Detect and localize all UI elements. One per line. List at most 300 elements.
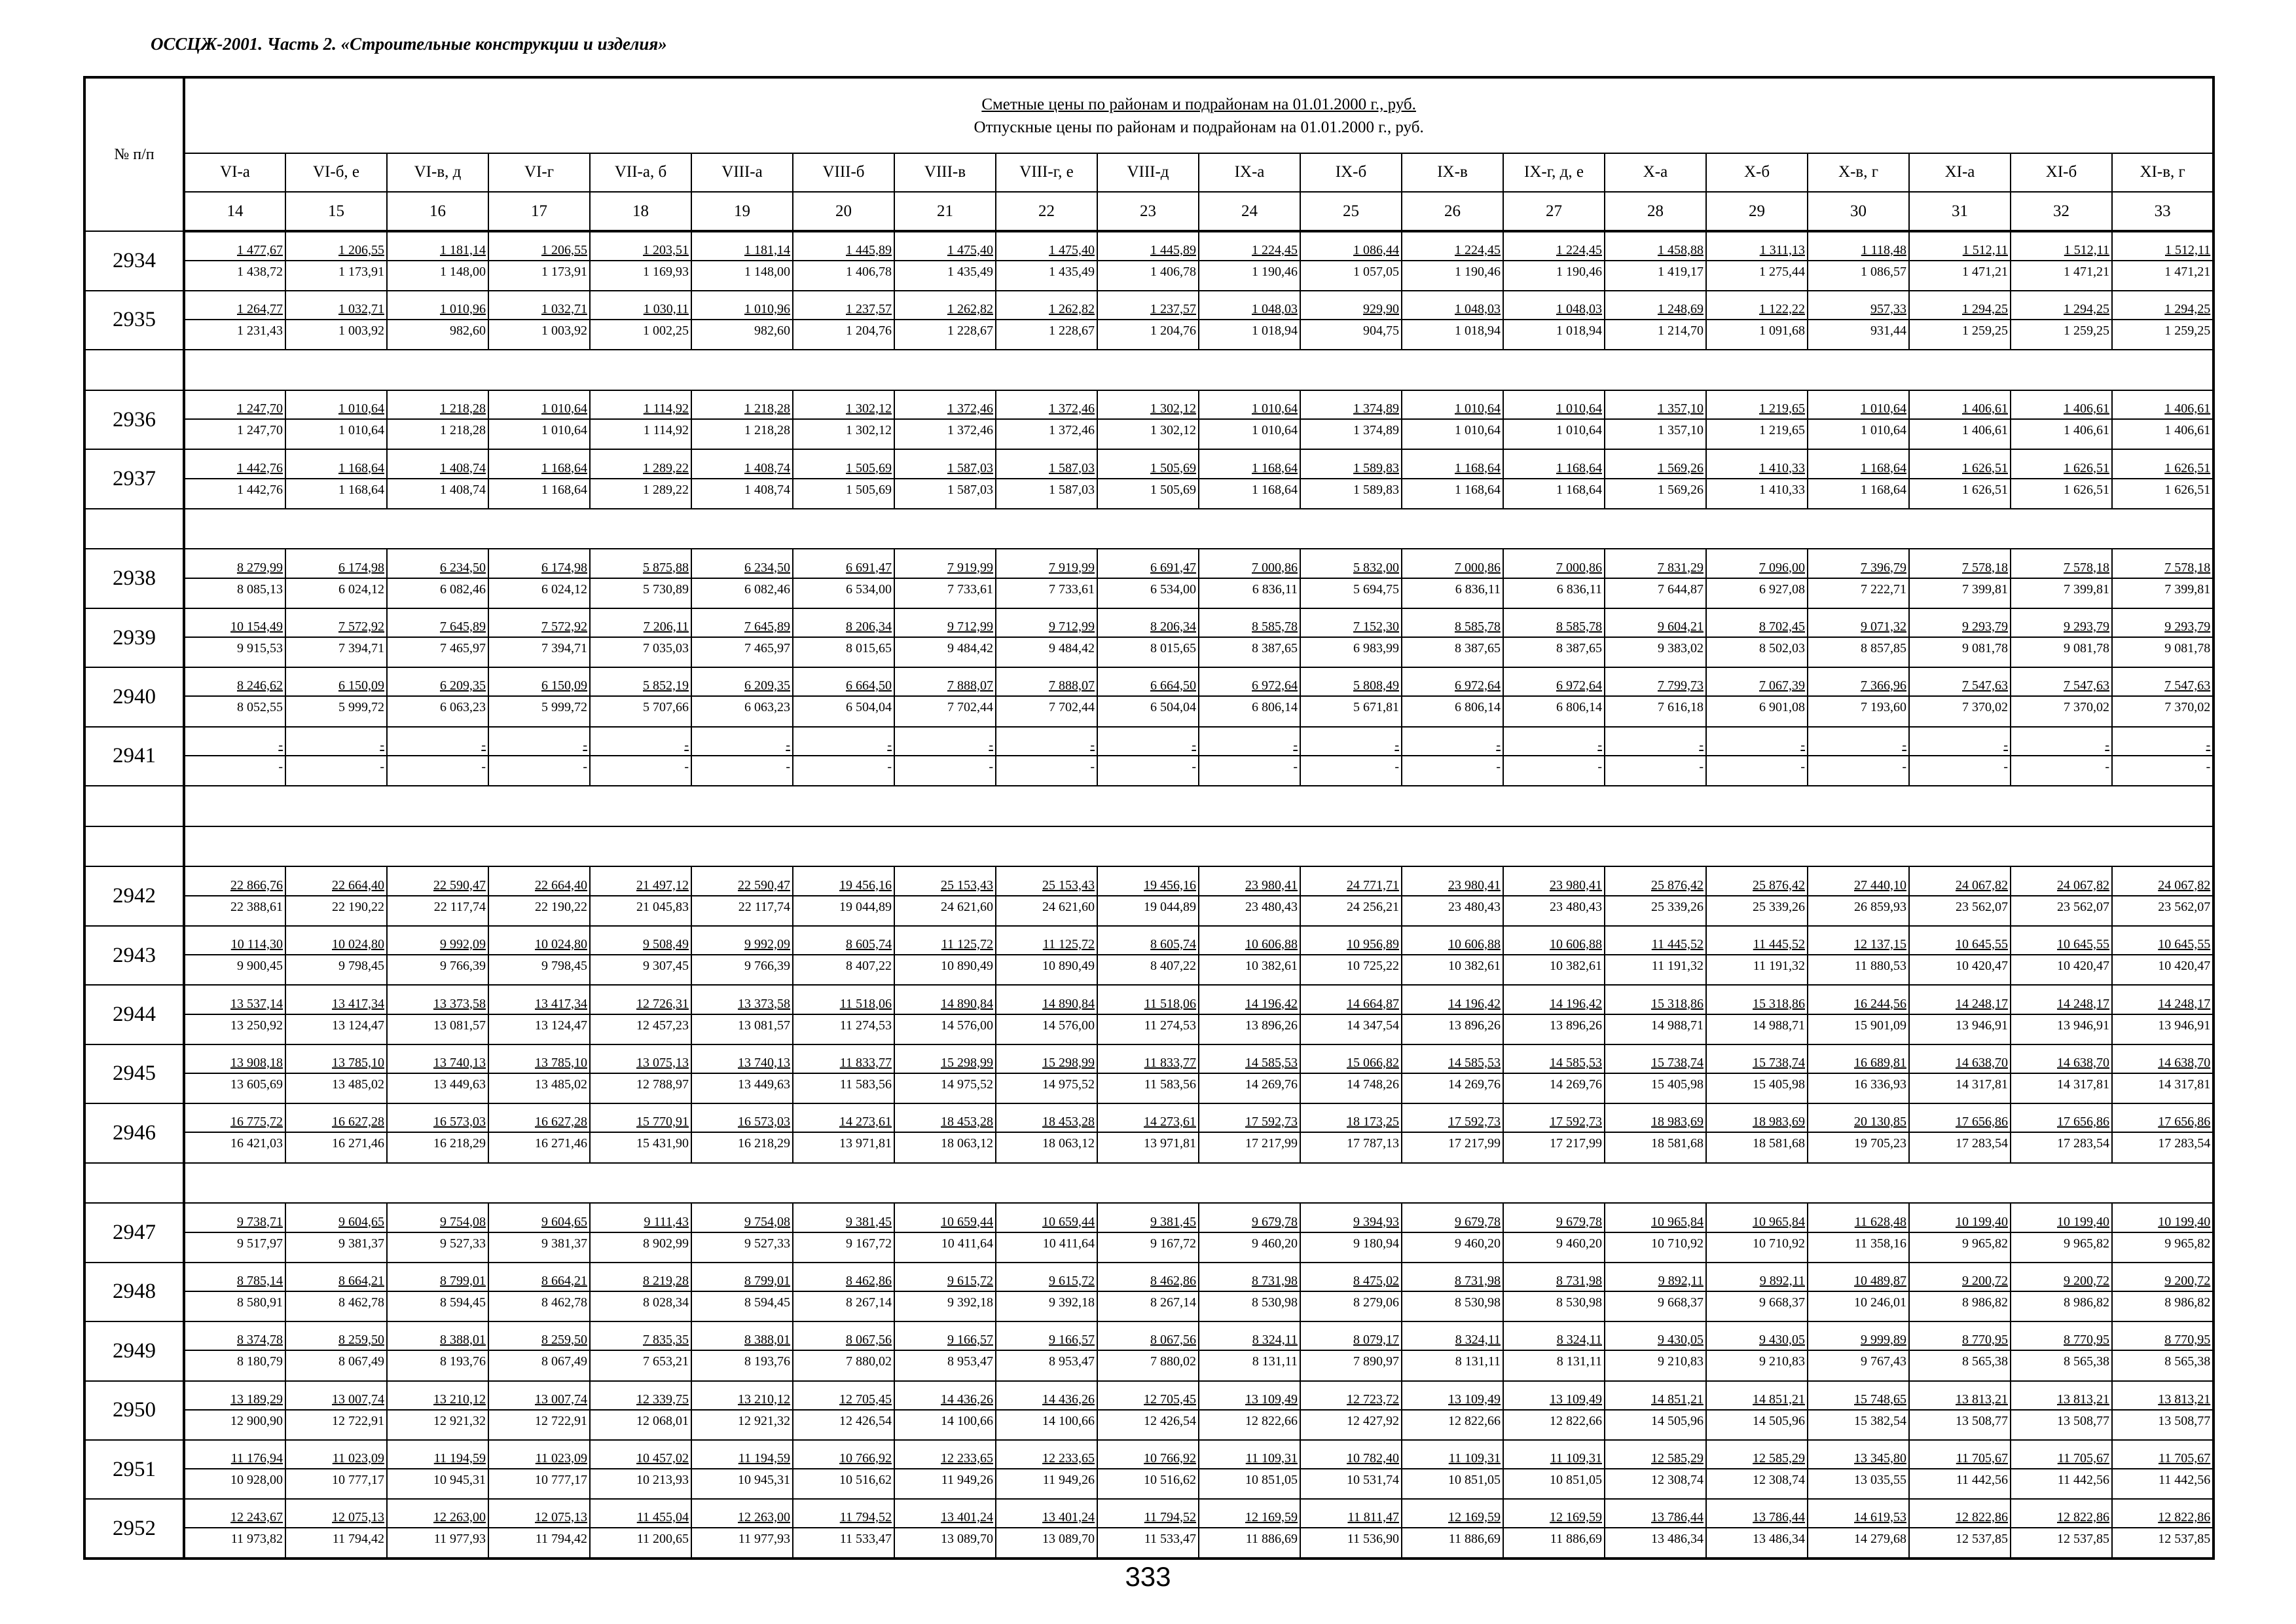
estimated-price-value: 15 748,65	[1854, 1392, 1906, 1407]
estimated-price-value: 8 770,95	[2164, 1333, 2211, 1348]
release-price: 9 167,72	[846, 1236, 892, 1251]
estimated-price	[286, 936, 386, 955]
estimated-price-value: 9 679,78	[1556, 1214, 1602, 1229]
release-price: 13 449,63	[433, 1077, 486, 1092]
estimated-price-value: 11 705,67	[2057, 1451, 2109, 1466]
estimated-price	[1301, 877, 1401, 896]
estimated-price-value: 1 168,64	[1455, 460, 1501, 475]
estimated-price	[1910, 1509, 2010, 1528]
estimated-price	[1199, 301, 1300, 320]
price-cell	[1503, 985, 1605, 1044]
price-cell	[1402, 667, 1503, 726]
estimated-price	[286, 1450, 386, 1469]
estimated-price	[996, 301, 1097, 320]
release-price: 1 357,10	[1658, 423, 1704, 438]
release-price: 9 527,33	[744, 1236, 790, 1251]
estimated-price-value: 9 679,78	[1252, 1214, 1298, 1229]
estimated-price	[1605, 400, 1705, 420]
price-cell	[793, 727, 894, 786]
estimated-price-value: -	[1902, 737, 1906, 752]
estimated-price	[1910, 677, 2010, 697]
estimated-price-value: 9 381,45	[1150, 1214, 1196, 1229]
price-cell	[1300, 390, 1402, 449]
release-price: 11 886,69	[1245, 1532, 1298, 1547]
district-header: VII-а, б	[590, 153, 691, 192]
estimated-price	[591, 1213, 691, 1233]
estimated-price	[1402, 301, 1503, 320]
price-cell	[1097, 1499, 1199, 1559]
price-cell	[285, 985, 387, 1044]
estimated-price-value: 17 592,73	[1550, 1115, 1602, 1130]
release-price: 11 533,47	[839, 1532, 892, 1547]
release-price: 12 822,66	[1550, 1413, 1602, 1428]
estimated-price-value: 8 664,21	[338, 1273, 384, 1288]
price-cell	[184, 1044, 285, 1103]
column-number: 23	[1097, 192, 1199, 232]
estimated-price	[2113, 737, 2212, 756]
estimated-price-value: 6 150,09	[541, 678, 587, 693]
price-cell	[996, 390, 1097, 449]
estimated-price-value: -	[2105, 737, 2109, 752]
district-header: IX-в	[1402, 153, 1503, 192]
estimated-price	[1098, 1054, 1198, 1074]
estimated-price	[591, 618, 691, 638]
estimated-price	[793, 1054, 894, 1074]
price-cell	[1808, 1044, 1909, 1103]
release-price: 14 317,81	[1956, 1077, 2008, 1092]
price-cell	[1300, 449, 1402, 508]
release-price: 6 836,11	[1556, 581, 1602, 597]
estimated-price	[793, 1213, 894, 1233]
estimated-price-value: 12 339,75	[636, 1392, 689, 1407]
price-cell	[1097, 390, 1199, 449]
release-price: 1 419,17	[1658, 265, 1704, 280]
release-price: 9 668,37	[1759, 1295, 1805, 1310]
price-cell	[894, 667, 996, 726]
price-cell	[1909, 1103, 2011, 1162]
table-row	[84, 449, 2214, 508]
column-number: 17	[488, 192, 590, 232]
release-price: 1 569,26	[1658, 482, 1704, 497]
estimated-price-value: 6 209,35	[744, 678, 790, 693]
estimated-price-value: 1 262,82	[947, 301, 993, 316]
price-cell	[1808, 291, 1909, 350]
estimated-price	[1402, 1331, 1503, 1351]
price-cell	[691, 608, 793, 667]
release-price: 11 794,42	[332, 1532, 384, 1547]
column-number: 15	[285, 192, 387, 232]
estimated-price	[591, 877, 691, 896]
estimated-price	[692, 737, 792, 756]
price-cell	[285, 1440, 387, 1499]
estimated-price	[1910, 400, 2010, 420]
estimated-price-value: 17 592,73	[1245, 1115, 1298, 1130]
price-cell	[1503, 1381, 1605, 1440]
estimated-price	[388, 936, 488, 955]
estimated-price-value: 957,33	[1870, 301, 1906, 316]
estimated-price	[2113, 1450, 2212, 1469]
price-cell	[1706, 549, 1808, 608]
release-price: 1 372,46	[947, 423, 993, 438]
estimated-price	[185, 995, 285, 1015]
price-cell	[894, 1440, 996, 1499]
estimated-price	[286, 1113, 386, 1133]
release-price: 13 035,55	[1854, 1473, 1906, 1488]
release-price: 1 002,25	[643, 323, 689, 338]
estimated-price-value: 1 408,74	[744, 460, 790, 475]
price-cell	[488, 667, 590, 726]
estimated-price	[1301, 936, 1401, 955]
estimated-price-value: 9 200,72	[2064, 1273, 2109, 1288]
estimated-price-value: 13 537,14	[230, 996, 283, 1011]
estimated-price	[1301, 1450, 1401, 1469]
estimated-price-value: 10 659,44	[941, 1214, 993, 1229]
estimated-price-value: 10 956,89	[1347, 937, 1399, 952]
estimated-price	[692, 242, 792, 261]
release-price: 12 308,74	[1753, 1473, 1805, 1488]
estimated-price	[489, 1272, 589, 1292]
price-cell	[2011, 1203, 2112, 1262]
release-price: 13 508,77	[1956, 1413, 2008, 1428]
estimated-price-value: 1 030,11	[643, 301, 689, 316]
price-cell	[2112, 1321, 2214, 1380]
price-cell	[1909, 926, 2011, 985]
price-cell	[285, 449, 387, 508]
estimated-price	[793, 995, 894, 1015]
estimated-price-value: 12 137,15	[1854, 937, 1906, 952]
price-cell	[793, 1381, 894, 1440]
estimated-price	[388, 1331, 488, 1351]
release-price: 1 168,64	[338, 482, 384, 497]
release-price: -	[1699, 759, 1704, 774]
estimated-price-value: 6 691,47	[1150, 560, 1196, 575]
release-price: 7 616,18	[1658, 700, 1704, 715]
estimated-price	[489, 460, 589, 479]
estimated-price-value: 8 702,45	[1759, 619, 1805, 635]
release-price: 10 945,31	[433, 1473, 486, 1488]
release-price: 9 965,82	[2064, 1236, 2109, 1251]
estimated-price-value: 1 505,69	[1150, 460, 1196, 475]
price-cell	[387, 1381, 488, 1440]
estimated-price-value: 11 833,77	[1144, 1055, 1196, 1070]
price-cell	[2011, 449, 2112, 508]
price-cell	[691, 1321, 793, 1380]
estimated-price	[1707, 1509, 1807, 1528]
estimated-price-value: 9 111,43	[644, 1214, 689, 1229]
release-price: 12 822,66	[1245, 1413, 1298, 1428]
release-price: 11 442,56	[1956, 1473, 2008, 1488]
estimated-price-value: 6 174,98	[541, 560, 587, 575]
price-cell	[1503, 866, 1605, 925]
estimated-price-value: 1 168,64	[338, 460, 384, 475]
estimated-price	[895, 242, 995, 261]
price-cell	[1199, 390, 1300, 449]
price-cell	[1909, 1044, 2011, 1103]
district-header: VI-б, е	[285, 153, 387, 192]
release-price: -	[1597, 759, 1602, 774]
price-cell	[1402, 1440, 1503, 1499]
estimated-price-value: 24 771,71	[1347, 877, 1399, 893]
price-cell	[1808, 231, 1909, 290]
price-cell	[1402, 1203, 1503, 1262]
estimated-price	[1910, 1054, 2010, 1074]
estimated-price-value: 1 032,71	[338, 301, 384, 316]
release-price: 13 250,92	[230, 1018, 283, 1033]
release-price: 16 271,46	[535, 1136, 587, 1151]
release-price: 1 018,94	[1556, 323, 1602, 338]
estimated-price	[1504, 1331, 1604, 1351]
estimated-price-value: 13 740,13	[738, 1055, 790, 1070]
release-price: 9 167,72	[1150, 1236, 1196, 1251]
estimated-price	[1098, 559, 1198, 579]
price-cell	[285, 549, 387, 608]
price-cell	[691, 390, 793, 449]
estimated-price-value: -	[583, 737, 587, 752]
price-cell	[1097, 449, 1199, 508]
release-price: 5 999,72	[541, 700, 587, 715]
price-cell	[894, 1044, 996, 1103]
release-price: 9 081,78	[1962, 641, 2008, 656]
price-cell	[691, 1440, 793, 1499]
estimated-price-value: 8 324,11	[1556, 1333, 1602, 1348]
estimated-price	[1402, 1509, 1503, 1528]
estimated-price	[1402, 995, 1503, 1015]
price-cell	[285, 1103, 387, 1162]
price-cell	[1402, 549, 1503, 608]
estimated-price	[1199, 618, 1300, 638]
table-row	[84, 1381, 2214, 1440]
estimated-price	[692, 677, 792, 697]
price-cell	[691, 1263, 793, 1321]
estimated-price-value: 8 259,50	[338, 1333, 384, 1348]
table-row	[84, 866, 2214, 925]
estimated-price-value: 21 497,12	[636, 877, 689, 893]
estimated-price	[2113, 242, 2212, 261]
price-cell	[996, 926, 1097, 985]
estimated-price	[2113, 1213, 2212, 1233]
price-cell	[2112, 231, 2214, 290]
price-cell	[1199, 727, 1300, 786]
estimated-price	[895, 460, 995, 479]
price-cell	[996, 1203, 1097, 1262]
release-price: 14 269,76	[1448, 1077, 1501, 1092]
price-cell	[691, 1381, 793, 1440]
price-cell	[387, 985, 488, 1044]
price-cell	[894, 1103, 996, 1162]
release-price: 8 530,98	[1252, 1295, 1298, 1310]
page-number: 333	[1125, 1561, 1171, 1592]
price-cell	[488, 1044, 590, 1103]
estimated-price-value: 8 324,11	[1252, 1333, 1298, 1348]
estimated-price-value: 9 381,45	[846, 1214, 892, 1229]
estimated-price	[388, 1213, 488, 1233]
release-price: 26 859,93	[1854, 899, 1906, 914]
price-cell	[1503, 449, 1605, 508]
price-cell	[1402, 231, 1503, 290]
estimated-price	[793, 1450, 894, 1469]
release-price: 13 486,34	[1753, 1532, 1805, 1547]
estimated-price	[1098, 936, 1198, 955]
estimated-price-value: 14 248,17	[2057, 996, 2109, 1011]
estimated-price	[1707, 1272, 1807, 1292]
district-header: IX-г, д, е	[1503, 153, 1605, 192]
price-cell	[1706, 727, 1808, 786]
release-price: 11 358,16	[1854, 1236, 1906, 1251]
estimated-price-value: -	[786, 737, 790, 752]
estimated-price-value: 9 992,09	[440, 937, 486, 952]
column-number: 14	[184, 192, 285, 232]
estimated-price-value: 13 786,44	[1753, 1510, 1805, 1525]
estimated-price	[388, 559, 488, 579]
price-cell	[2112, 866, 2214, 925]
estimated-price-value: 1 512,11	[2164, 243, 2211, 258]
release-price: 12 822,66	[1448, 1413, 1501, 1428]
price-cell	[996, 1103, 1097, 1162]
release-price: 6 024,12	[541, 581, 587, 597]
estimated-price	[895, 1272, 995, 1292]
price-cell	[1097, 608, 1199, 667]
estimated-price	[793, 1391, 894, 1411]
estimated-price-value: 1 357,10	[1658, 401, 1704, 416]
price-cell	[1808, 1381, 1909, 1440]
release-price: 14 269,76	[1550, 1077, 1602, 1092]
estimated-price-value: 15 298,99	[1042, 1055, 1095, 1070]
estimated-price	[692, 460, 792, 479]
estimated-price	[1199, 1213, 1300, 1233]
estimated-price	[996, 995, 1097, 1015]
price-cell	[2112, 1203, 2214, 1262]
price-cell	[285, 390, 387, 449]
release-price: -	[1496, 759, 1501, 774]
release-price: 10 420,47	[2158, 959, 2211, 974]
release-price: 7 035,03	[643, 641, 689, 656]
estimated-price	[692, 400, 792, 420]
estimated-price	[1301, 242, 1401, 261]
estimated-price	[1605, 559, 1705, 579]
estimated-price-value: 6 972,64	[1252, 678, 1298, 693]
estimated-price	[1199, 400, 1300, 420]
separator-row	[84, 509, 2214, 549]
price-cell	[285, 667, 387, 726]
estimated-price-value: 14 196,42	[1550, 996, 1602, 1011]
estimated-price	[1504, 1272, 1604, 1292]
estimated-price	[1199, 460, 1300, 479]
estimated-price-value: 8 770,95	[1962, 1333, 2008, 1348]
price-cell	[1808, 390, 1909, 449]
release-price: 10 725,22	[1347, 959, 1399, 974]
estimated-price	[996, 1054, 1097, 1074]
estimated-price-value: 1 237,57	[1150, 301, 1196, 316]
estimated-price-value: 7 572,92	[541, 619, 587, 635]
price-cell	[285, 1381, 387, 1440]
estimated-price	[1910, 1272, 2010, 1292]
release-price: 7 733,61	[1049, 581, 1095, 597]
estimated-price	[793, 1331, 894, 1351]
release-price: 8 565,38	[2164, 1354, 2211, 1369]
price-cell	[1808, 549, 1909, 608]
estimated-price-value: 11 023,09	[332, 1451, 384, 1466]
estimated-price	[1199, 242, 1300, 261]
release-price: 1 406,61	[1962, 423, 2008, 438]
release-price: 7 222,71	[1861, 581, 1906, 597]
price-cell	[184, 1321, 285, 1380]
estimated-price	[388, 242, 488, 261]
estimated-price-value: 1 224,45	[1455, 243, 1501, 258]
estimated-price	[388, 400, 488, 420]
release-price: 14 347,54	[1347, 1018, 1399, 1033]
estimated-price	[1098, 1509, 1198, 1528]
estimated-price-value: -	[481, 737, 486, 752]
estimated-price-value: 8 067,56	[1150, 1333, 1196, 1348]
price-cell	[590, 1263, 691, 1321]
price-cell	[1300, 549, 1402, 608]
estimated-price	[388, 460, 488, 479]
estimated-price	[185, 1509, 285, 1528]
estimated-price	[1605, 995, 1705, 1015]
release-price: 7 890,97	[1353, 1354, 1399, 1369]
estimated-price	[2113, 1054, 2212, 1074]
release-price: 6 806,14	[1252, 700, 1298, 715]
release-price: 14 988,71	[1651, 1018, 1704, 1033]
price-cell	[996, 1381, 1097, 1440]
estimated-price	[1707, 1213, 1807, 1233]
price-cell	[1605, 1499, 1706, 1559]
release-price: -	[2003, 759, 2008, 774]
estimated-price-value: 13 785,10	[535, 1055, 587, 1070]
estimated-price	[895, 1391, 995, 1411]
release-price: 9 460,20	[1252, 1236, 1298, 1251]
estimated-price-value: 11 794,52	[839, 1510, 892, 1525]
estimated-price-value: 8 585,78	[1455, 619, 1501, 635]
estimated-price-value: 1 589,83	[1353, 460, 1399, 475]
estimated-price-value: 9 293,79	[2064, 619, 2109, 635]
release-price: 1 148,00	[440, 265, 486, 280]
row-number: 2936	[84, 390, 184, 449]
estimated-price-value: 16 775,72	[230, 1115, 283, 1130]
release-price: 12 900,90	[230, 1413, 283, 1428]
price-cell	[1503, 1321, 1605, 1380]
estimated-price-value: 11 109,31	[1245, 1451, 1298, 1466]
estimated-price	[591, 1054, 691, 1074]
estimated-price	[996, 737, 1097, 756]
price-cell	[1097, 667, 1199, 726]
column-number: 29	[1706, 192, 1808, 232]
price-cell	[590, 727, 691, 786]
estimated-price-value: 10 024,80	[332, 937, 384, 952]
estimated-price	[1199, 877, 1300, 896]
estimated-price	[1707, 242, 1807, 261]
estimated-price-value: 1 264,77	[237, 301, 283, 316]
price-cell	[996, 449, 1097, 508]
price-cell	[387, 1203, 488, 1262]
release-price: 9 307,45	[643, 959, 689, 974]
estimated-price	[388, 995, 488, 1015]
release-price: 9 766,39	[440, 959, 486, 974]
column-number: 16	[387, 192, 488, 232]
estimated-price	[1707, 1054, 1807, 1074]
release-price: 16 336,93	[1854, 1077, 1906, 1092]
release-price: 8 530,98	[1556, 1295, 1602, 1310]
estimated-price	[1199, 737, 1300, 756]
estimated-price	[793, 1272, 894, 1292]
estimated-price-value: 8 664,21	[541, 1273, 587, 1288]
estimated-price	[1808, 400, 1908, 420]
release-price: 9 798,45	[338, 959, 384, 974]
estimated-price-value: 14 248,17	[2158, 996, 2211, 1011]
estimated-price-value: 14 638,70	[2158, 1055, 2211, 1070]
estimated-price	[1707, 877, 1807, 896]
estimated-price-value: 16 244,56	[1854, 996, 1906, 1011]
